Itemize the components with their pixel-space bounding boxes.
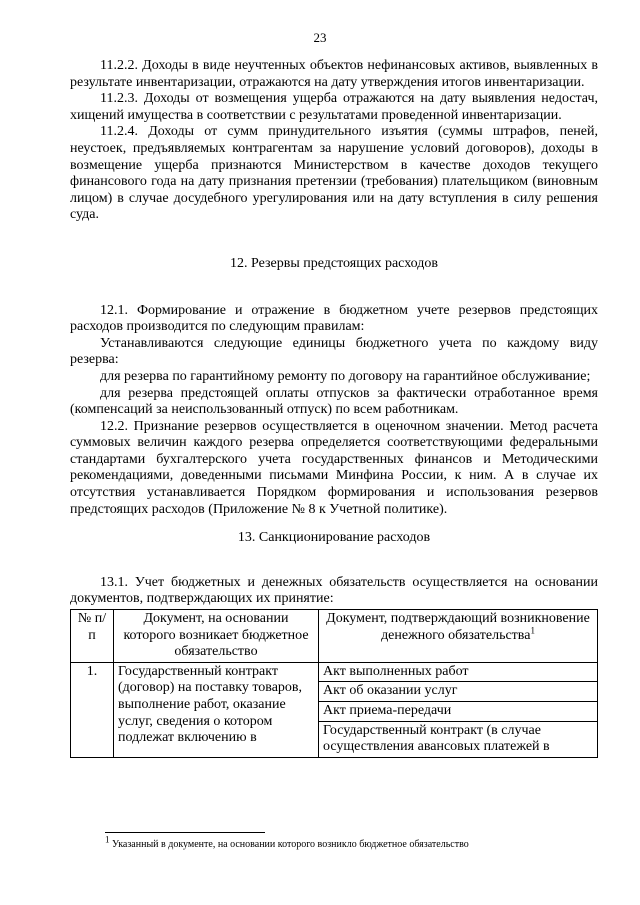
confirm-document-item: Акт выполненных работ: [319, 663, 597, 683]
footnote-divider: [105, 832, 265, 833]
paragraph-13-1: 13.1. Учет бюджетных и денежных обязательств осуществляется на основании документов, подтверждающих их принятие:: [70, 574, 598, 607]
header-confirm-text: Документ, подтверждающий возникновение денежного обязательства: [326, 611, 590, 643]
paragraph-12-2: 12.2. Признание резервов осуществляется в оценочном значении. Метод расчета суммовых величин каждого резерва определяется соответствующими федеральными стандартами бухгалтерского учета государственных финансов и Методическими рекомендациями, доведенными письмами Минфина России, к ним. А в случае их отсутствия устанавливается Порядком формирования и использования резервов предстоящих расходов (Приложение № 8 к Учетной политике).: [70, 418, 598, 517]
header-basis-document: Документ, на основании которого возникает бюджетное обязательство: [114, 610, 319, 663]
row-basis-document: Государственный контракт (договор) на поставку товаров, выполнение работ, оказание услуг, сведения о котором подлежат включению в: [114, 662, 319, 757]
paragraph-11-2-4: 11.2.4. Доходы от сумм принудительного изъятия (суммы штрафов, пеней, неустоек, предъявляемых контрагентам за нарушение условий договоров), доходы в возмещение ущерба признаются Министерством в качестве доходов текущего финансового года на дату признания претензии (требования) плательщиком (виновным лицом) в случае досудебного урегулирования или на дату вступления в силу решения суда.: [70, 124, 598, 223]
section-12-heading: 12. Резервы предстоящих расходов: [229, 255, 439, 271]
confirm-document-item: Акт об оказании услуг: [319, 682, 597, 702]
row-number: 1.: [71, 662, 114, 757]
confirm-document-item: Акт приема-передачи: [319, 702, 597, 722]
paragraph-11-2-3: 11.2.3. Доходы от возмещения ущерба отражаются на дату выявления недостач, хищений имущества в соответствии с результатами проведенной инвентаризации.: [70, 91, 598, 123]
footnote-reference: 1: [530, 624, 535, 635]
page-number: 23: [313, 30, 327, 45]
paragraph-12-1: 12.1. Формирование и отражение в бюджетном учете резервов предстоящих расходов производится по следующим правилам:: [70, 302, 598, 335]
header-number: № п/п: [71, 610, 114, 663]
paragraph-vacation-reserve: для резерва предстоящей оплаты отпусков за фактически отработанное время (компенсаций за неиспользованный отпуск) по всем работникам.: [70, 385, 598, 418]
footnote-text: Указанный в документе, на основании которого возникло бюджетное обязательство: [112, 839, 469, 850]
footnote-mark: 1: [105, 834, 110, 845]
paragraph-accounting-units: Устанавливаются следующие единицы бюджетного учета по каждому виду резерва:: [70, 335, 598, 368]
paragraph-warranty-reserve: для резерва по гарантийному ремонту по договору на гарантийное обслуживание;: [100, 368, 591, 384]
table-header-row: [71, 610, 598, 663]
paragraph-11-2-2: 11.2.2. Доходы в виде неучтенных объектов нефинансовых активов, выявленных в результате инвентаризации, отражаются на дату утверждения итогов инвентаризации.: [70, 58, 598, 90]
table-row: [71, 662, 598, 757]
document-body: [70, 58, 598, 758]
row-confirm-documents: [319, 662, 598, 757]
footnote: [105, 834, 469, 850]
header-confirm-document: [319, 610, 598, 663]
confirm-document-item: Государственный контракт (в случае осуществления авансовых платежей в: [323, 722, 550, 755]
section-13-heading: 13. Санкционирование расходов: [237, 530, 431, 546]
obligations-table: [70, 609, 598, 758]
